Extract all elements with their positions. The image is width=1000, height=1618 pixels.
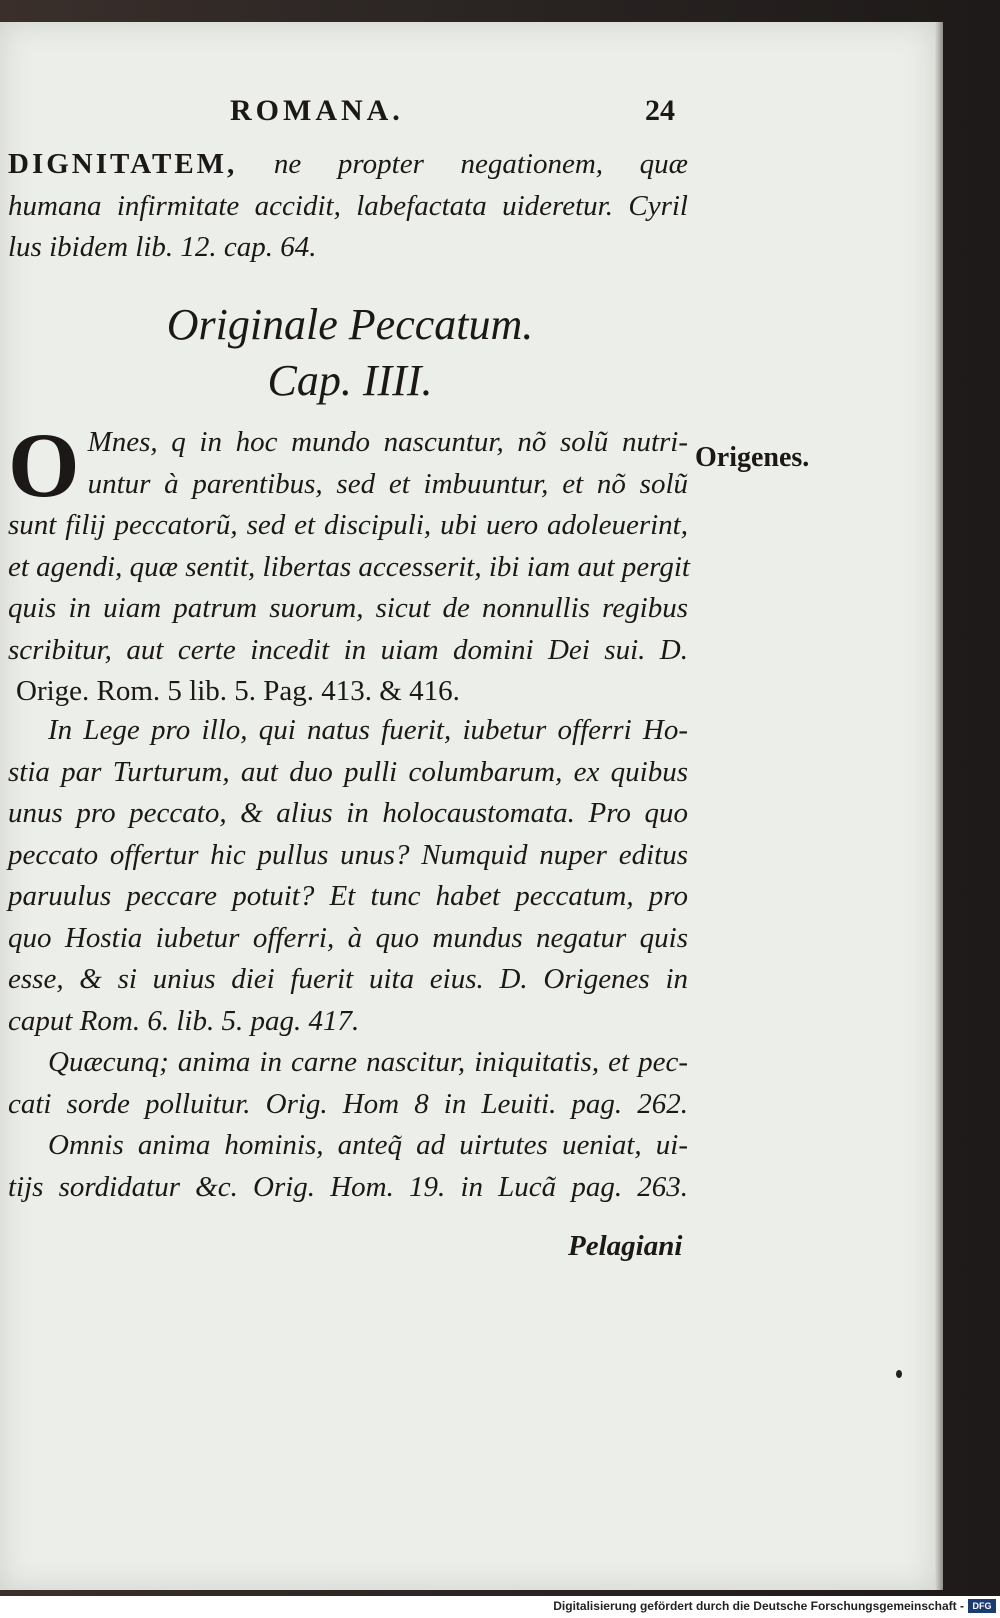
text-line: caput Rom. 6. lib. 5. pag. 417. [8,1004,360,1037]
digitization-footer [0,1596,1000,1618]
text-line: sunt filij peccatorũ, sed et discipuli, ubi uero adoleuerint, [8,509,688,541]
chapter-subtitle: Cap. IIII. [267,356,433,405]
top-paragraph [8,144,688,269]
running-head: ROMANA. [230,94,404,127]
text-line: tijs sordidatur &c. Orig. Hom. 19. in Lucã pag. 263. [8,1170,688,1203]
text-line: et agendi, quæ sentit, libertas accesserit, ibi iam aut pergit [8,550,690,583]
paragraph-origenes-1 [8,414,690,713]
ink-speck [896,1370,902,1378]
text-line: unus pro peccato, & alius in holocaustomata. Pro quo [8,797,688,829]
margin-note: Origenes. [695,442,810,473]
caps-word: DIGNITATEM, [8,148,238,180]
page-edge [935,22,943,1590]
page-number: 24 [645,94,675,127]
paragraph-origenes-4 [8,1125,688,1208]
chapter-title: Originale Peccatum. [166,300,534,349]
text-line: Quæcunq; anima in carne nascitur, iniquitatis, et pec- [48,1046,688,1078]
footer-credit: Digitalisierung gefördert durch die Deutsche Forschungsgemeinschaft - [553,1599,964,1613]
catchword: Pelagiani [568,1230,683,1262]
book-page [0,22,935,1590]
text-line: paruulus peccare potuit? Et tunc habet peccatum, pro [8,880,688,912]
text-line: Omnis anima hominis, anteq̃ ad uirtutes ueniat, ui- [48,1129,688,1161]
drop-cap: O [8,414,80,516]
text-line: cati sorde polluitur. Orig. Hom 8 in Leuiti. pag. 262. [8,1087,688,1120]
text-line: esse, & si unius diei fuerit uita eius. D. Origenes in [8,963,688,995]
text-line: In Lege pro illo, qui natus fuerit, iubetur offerri Ho- [48,714,688,746]
text-line: stia par Turturum, aut duo pulli columbarum, ex quibus [8,755,688,788]
paragraph-origenes-3 [8,1042,688,1125]
dfg-logo: DFG [968,1599,996,1613]
text-line: DIGNITATEM, ne propter negationem, quæ [8,148,688,180]
text-line: untur à parentibus, sed et imbuuntur, et nõ solũ [87,467,688,500]
text-line: quis in uiam patrum suorum, sicut de nonnullis regibus [8,592,688,624]
text-line: scribitur, aut certe incedit in uiam domini Dei sui. D. [8,633,688,666]
text-line: peccato offertur hic pullus unus? Numquid nuper editus [8,838,688,871]
text-line: Mnes, q in hoc mundo nascuntur, nõ solũ nutri- [87,426,688,458]
paragraph-origenes-2 [8,710,688,1042]
text-line: humana infirmitate accidit, labefactata uideretur. Cyril [8,189,688,222]
text-line: Orige. Rom. 5 lib. 5. Pag. 413. & 416. [16,675,460,707]
text-line: lus ibidem lib. 12. cap. 64. [8,231,317,263]
page-header [0,94,935,134]
text-line: quo Hostia iubetur offerri, à quo mundus negatur quis [8,921,688,954]
